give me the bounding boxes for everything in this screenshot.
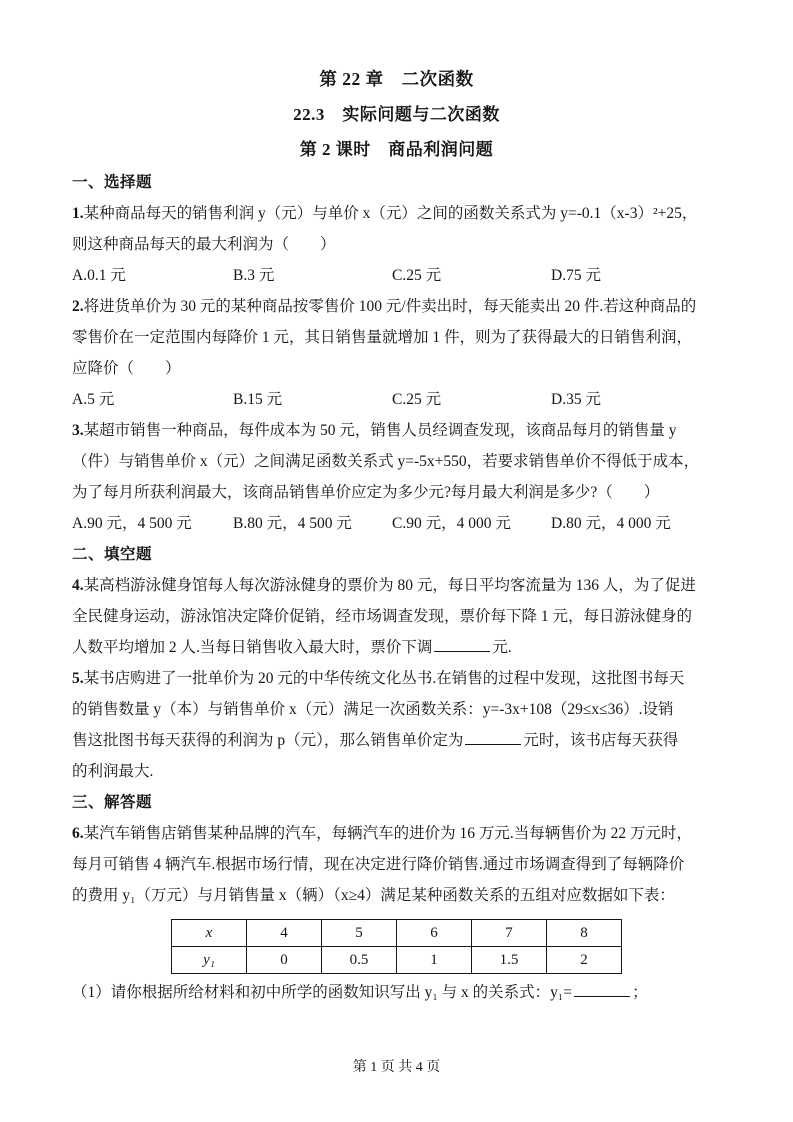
section-number-title: 22.3 实际问题与二次函数 bbox=[293, 105, 500, 124]
q4-line-2: 全民健身运动，游泳馆决定降价促销，经市场调查发现，票价每下降 1 元，每日游泳健身的 bbox=[72, 608, 693, 625]
q2-line-1 bbox=[72, 291, 721, 322]
q5-answer-blank bbox=[465, 729, 521, 746]
q1-option-b: B.3 元 bbox=[233, 267, 275, 284]
table-cell: 5 bbox=[322, 920, 397, 947]
fill-blank-section-heading: 二、填空题 bbox=[72, 546, 153, 563]
q5-text-3-end: 元时，该书店每天获得 bbox=[523, 732, 679, 749]
table-row-y1 bbox=[172, 947, 622, 974]
q3-option-b: B.80 元，4 500 元 bbox=[233, 515, 352, 532]
q2-options bbox=[72, 384, 721, 415]
q5-line-1 bbox=[72, 663, 721, 694]
table-cell: 1 bbox=[397, 947, 472, 974]
q6-line-2: 每月可销售 4 辆汽车.根据市场行情，现在决定进行降价销售.通过市场调查得到了每辆降价 bbox=[72, 856, 685, 873]
q4-answer-blank bbox=[434, 636, 490, 653]
table-cell: 8 bbox=[547, 920, 622, 947]
q1-line-2: 则这种商品每天的最大利润为（ ） bbox=[72, 236, 336, 253]
q6-sub1-text-end: ； bbox=[632, 984, 648, 1001]
chapter-title: 第 22 章 二次函数 bbox=[319, 69, 474, 89]
q2-number: 2. bbox=[72, 298, 84, 315]
q3-option-a: A.90 元，4 500 元 bbox=[72, 515, 192, 532]
q1-option-d: D.75 元 bbox=[551, 267, 601, 284]
q1-text-1: 某种商品每天的销售利润 y（元）与单价 x（元）之间的函数关系式为 y=-0.1（x-3）²+25， bbox=[83, 205, 698, 222]
q2-option-c: C.25 元 bbox=[392, 391, 442, 408]
q2-text-1: 将进货单价为 30 元的某种商品按零售价 100 元/件卖出时，每天能卖出 20 件.若这种商品的 bbox=[83, 298, 697, 315]
q6-data-table bbox=[171, 919, 622, 974]
q3-line-3: 为了每月所获利润最大，该商品销售单价应定为多少元?每月最大利润是多少?（ ） bbox=[72, 484, 660, 501]
q2-option-a: A.5 元 bbox=[72, 391, 115, 408]
q4-line-1 bbox=[72, 570, 721, 601]
table-cell: 0.5 bbox=[322, 947, 397, 974]
q5-line-2: 的销售数量 y（本）与销售单价 x（元）满足一次函数关系：y=-3x+108（29≤x≤36）.设销 bbox=[72, 701, 674, 718]
q3-option-c: C.90 元，4 000 元 bbox=[392, 515, 511, 532]
table-cell: 1.5 bbox=[472, 947, 547, 974]
q6-sub1-text: （1）请你根据所给材料和初中所学的函数知识写出 y₁ 与 x 的关系式：y₁= bbox=[72, 984, 573, 1001]
q1-option-c: C.25 元 bbox=[392, 267, 442, 284]
q4-number: 4. bbox=[72, 577, 84, 594]
q6-number: 6. bbox=[72, 825, 84, 842]
q5-text-3: 售这批图书每天获得的利润为 p（元），那么销售单价定为 bbox=[72, 732, 464, 749]
q2-option-d: D.35 元 bbox=[551, 391, 601, 408]
q4-line-3 bbox=[72, 632, 721, 663]
q4-text-1: 某高档游泳健身馆每人每次游泳健身的票价为 80 元，每日平均客流量为 136 人，为了促进 bbox=[83, 577, 696, 594]
solution-section-heading: 三、解答题 bbox=[72, 794, 153, 811]
q1-line-1 bbox=[72, 198, 721, 229]
q6-line-1 bbox=[72, 818, 721, 849]
q4-text-3-end: 元. bbox=[492, 639, 512, 656]
q1-options bbox=[72, 260, 721, 291]
q3-option-d: D.80 元，4 000 元 bbox=[551, 515, 671, 532]
q2-line-3: 应降价（ ） bbox=[72, 360, 181, 377]
table-row-x bbox=[172, 920, 622, 947]
table-cell-x-label: x bbox=[172, 920, 247, 947]
q5-number: 5. bbox=[72, 670, 84, 687]
table-cell: 4 bbox=[247, 920, 322, 947]
table-cell: 6 bbox=[397, 920, 472, 947]
table-cell: 2 bbox=[547, 947, 622, 974]
table-cell: 0 bbox=[247, 947, 322, 974]
q5-line-3 bbox=[72, 725, 721, 756]
q1-number: 1. bbox=[72, 205, 84, 222]
q3-options bbox=[72, 508, 721, 539]
q6-subquestion-1 bbox=[72, 977, 721, 1008]
table-cell: 7 bbox=[472, 920, 547, 947]
q6-line-3: 的费用 y₁（万元）与月销售量 x（辆）（x≥4）满足某种函数关系的五组对应数据如下表： bbox=[72, 887, 675, 904]
choice-section-heading: 一、选择题 bbox=[72, 174, 153, 191]
page-footer: 第 1 页 共 4 页 bbox=[352, 1060, 441, 1075]
q3-text-1: 某超市销售一种商品，每件成本为 50 元，销售人员经调查发现，该商品每月的销售量 y bbox=[83, 422, 677, 439]
q5-text-1: 某书店购进了一批单价为 20 元的中华传统文化丛书.在销售的过程中发现，这批图书每天 bbox=[83, 670, 685, 687]
q6-answer-blank bbox=[574, 981, 630, 998]
q3-line-1 bbox=[72, 415, 721, 446]
q6-text-1: 某汽车销售店销售某种品牌的汽车，每辆汽车的进价为 16 万元.当每辆售价为 22 万元时， bbox=[83, 825, 693, 842]
q2-line-2: 零售价在一定范围内每降价 1 元，其日销售量就增加 1 件，则为了获得最大的日销售利润， bbox=[72, 329, 693, 346]
q2-option-b: B.15 元 bbox=[233, 391, 283, 408]
q4-text-3: 人数平均增加 2 人.当每日销售收入最大时，票价下调 bbox=[72, 639, 433, 656]
q5-line-4: 的利润最大. bbox=[72, 763, 154, 780]
lesson-title: 第 2 课时 商品利润问题 bbox=[299, 140, 494, 159]
q1-option-a: A.0.1 元 bbox=[72, 267, 126, 284]
q3-number: 3. bbox=[72, 422, 84, 439]
table-cell-y1-label: y₁ bbox=[172, 947, 247, 974]
q3-line-2: （件）与销售单价 x（元）之间满足函数关系式 y=-5x+550，若要求销售单价不得低于成本， bbox=[72, 453, 700, 470]
